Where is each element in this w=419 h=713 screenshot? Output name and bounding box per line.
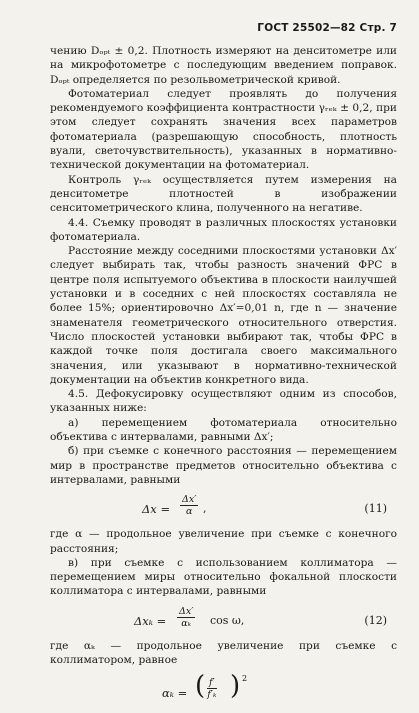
paragraph-alpha: где α — продольное увеличение при съемке с конечного расстояния; [50,528,397,555]
formula-12-denominator: αₖ [181,617,192,629]
formula-12-lhs: Δxₖ = [134,613,167,628]
formula-12-number: (12) [364,613,387,627]
formula-13-lhs: αₖ = [162,686,188,701]
formula-11-tail: , [203,502,207,516]
item-v: в) при съемке с использованием коллиматора — перемещением миры относительно фокальной плоскости коллиматора с интервалами, равными [50,556,397,598]
paragraph-5: Расстояние между соседними плоскостями установки Δx′ следует выбирать так, чтобы разность значений ФРС в центре поля испытуемого объектива в плоскости наилучшей установки и в соседних с ней плоскостях составляла не более 15%; ориентировочно Δx′=0,01 n, где n — значение знаменателя геометрического относительного отверстия. Число плоскостей установки выбирают так, чтобы ФРС в каждой точке поля достигала своего максимального значения, или указывают в нормативно-технической документации на объектив конкретного вида. [50,245,397,386]
formula-13-right-paren: ) [230,671,241,702]
formula-13 [50,671,397,709]
formula-11-denominator: α [185,506,193,518]
paragraph-3: Контроль γᵣₑₖ осуществляется путем измерения на денситометре плотностей в изображении сенситометрического клина, полученного на негативе. [50,173,397,215]
formula-11-fraction [180,494,198,518]
formula-12-tail: cos ω, [210,613,245,627]
paragraph-4-5: 4.5. Дефокусировку осуществляют одним из способов, указанных ниже: [50,388,397,415]
formula-11-numerator: Δx′ [182,494,197,506]
formula-13-fraction [207,677,217,701]
formula-13-numerator: f′ [209,677,215,689]
formula-11 [50,493,397,523]
formula-12-numerator: Δx′ [179,605,194,617]
formula-13-left-paren: ( [195,671,206,702]
paragraph-1: чению Dₒₚₜ ± 0,2. Плотность измеряют на денситометре или на микрофотометре с последующим введением поправок. Dₒₚₜ определяется по резольвометрической кривой. [50,45,397,86]
formula-12-fraction [177,606,195,630]
formula-13-denominator: f′ₖ [207,689,217,701]
formula-12 [50,605,397,635]
paragraph-alpha-k: где αₖ — продольное увеличение при съемке с коллиматором, равное [50,639,397,666]
formula-11-lhs: Δx = [142,502,171,517]
page-header: ГОСТ 25502—82 Стр. 7 [257,22,397,34]
item-b: б) при съемке с конечного расстояния — перемещением мир в пространстве предметов относительно объектива с интервалами, равными [50,445,397,486]
formula-13-power: 2 [242,674,248,684]
paragraph-4-4: 4.4. Съемку проводят в различных плоскостях установки фотоматериала. [50,216,397,243]
item-a: а) перемещением фотоматериала относительно объектива с интервалами, равными Δx′; [50,416,397,444]
document-body [50,44,397,713]
formula-11-number: (11) [364,502,387,516]
paragraph-2: Фотоматериал следует проявлять до получения рекомендуемого коэффициента контрастности γᵣₑₖ ± 0,2, при этом следует сохранять значения всех параметров фотоматериала (разрешающую способность, плотность вуали, светочувствительность), указанных в нормативно-технической документации на фотоматериал. [50,87,397,172]
